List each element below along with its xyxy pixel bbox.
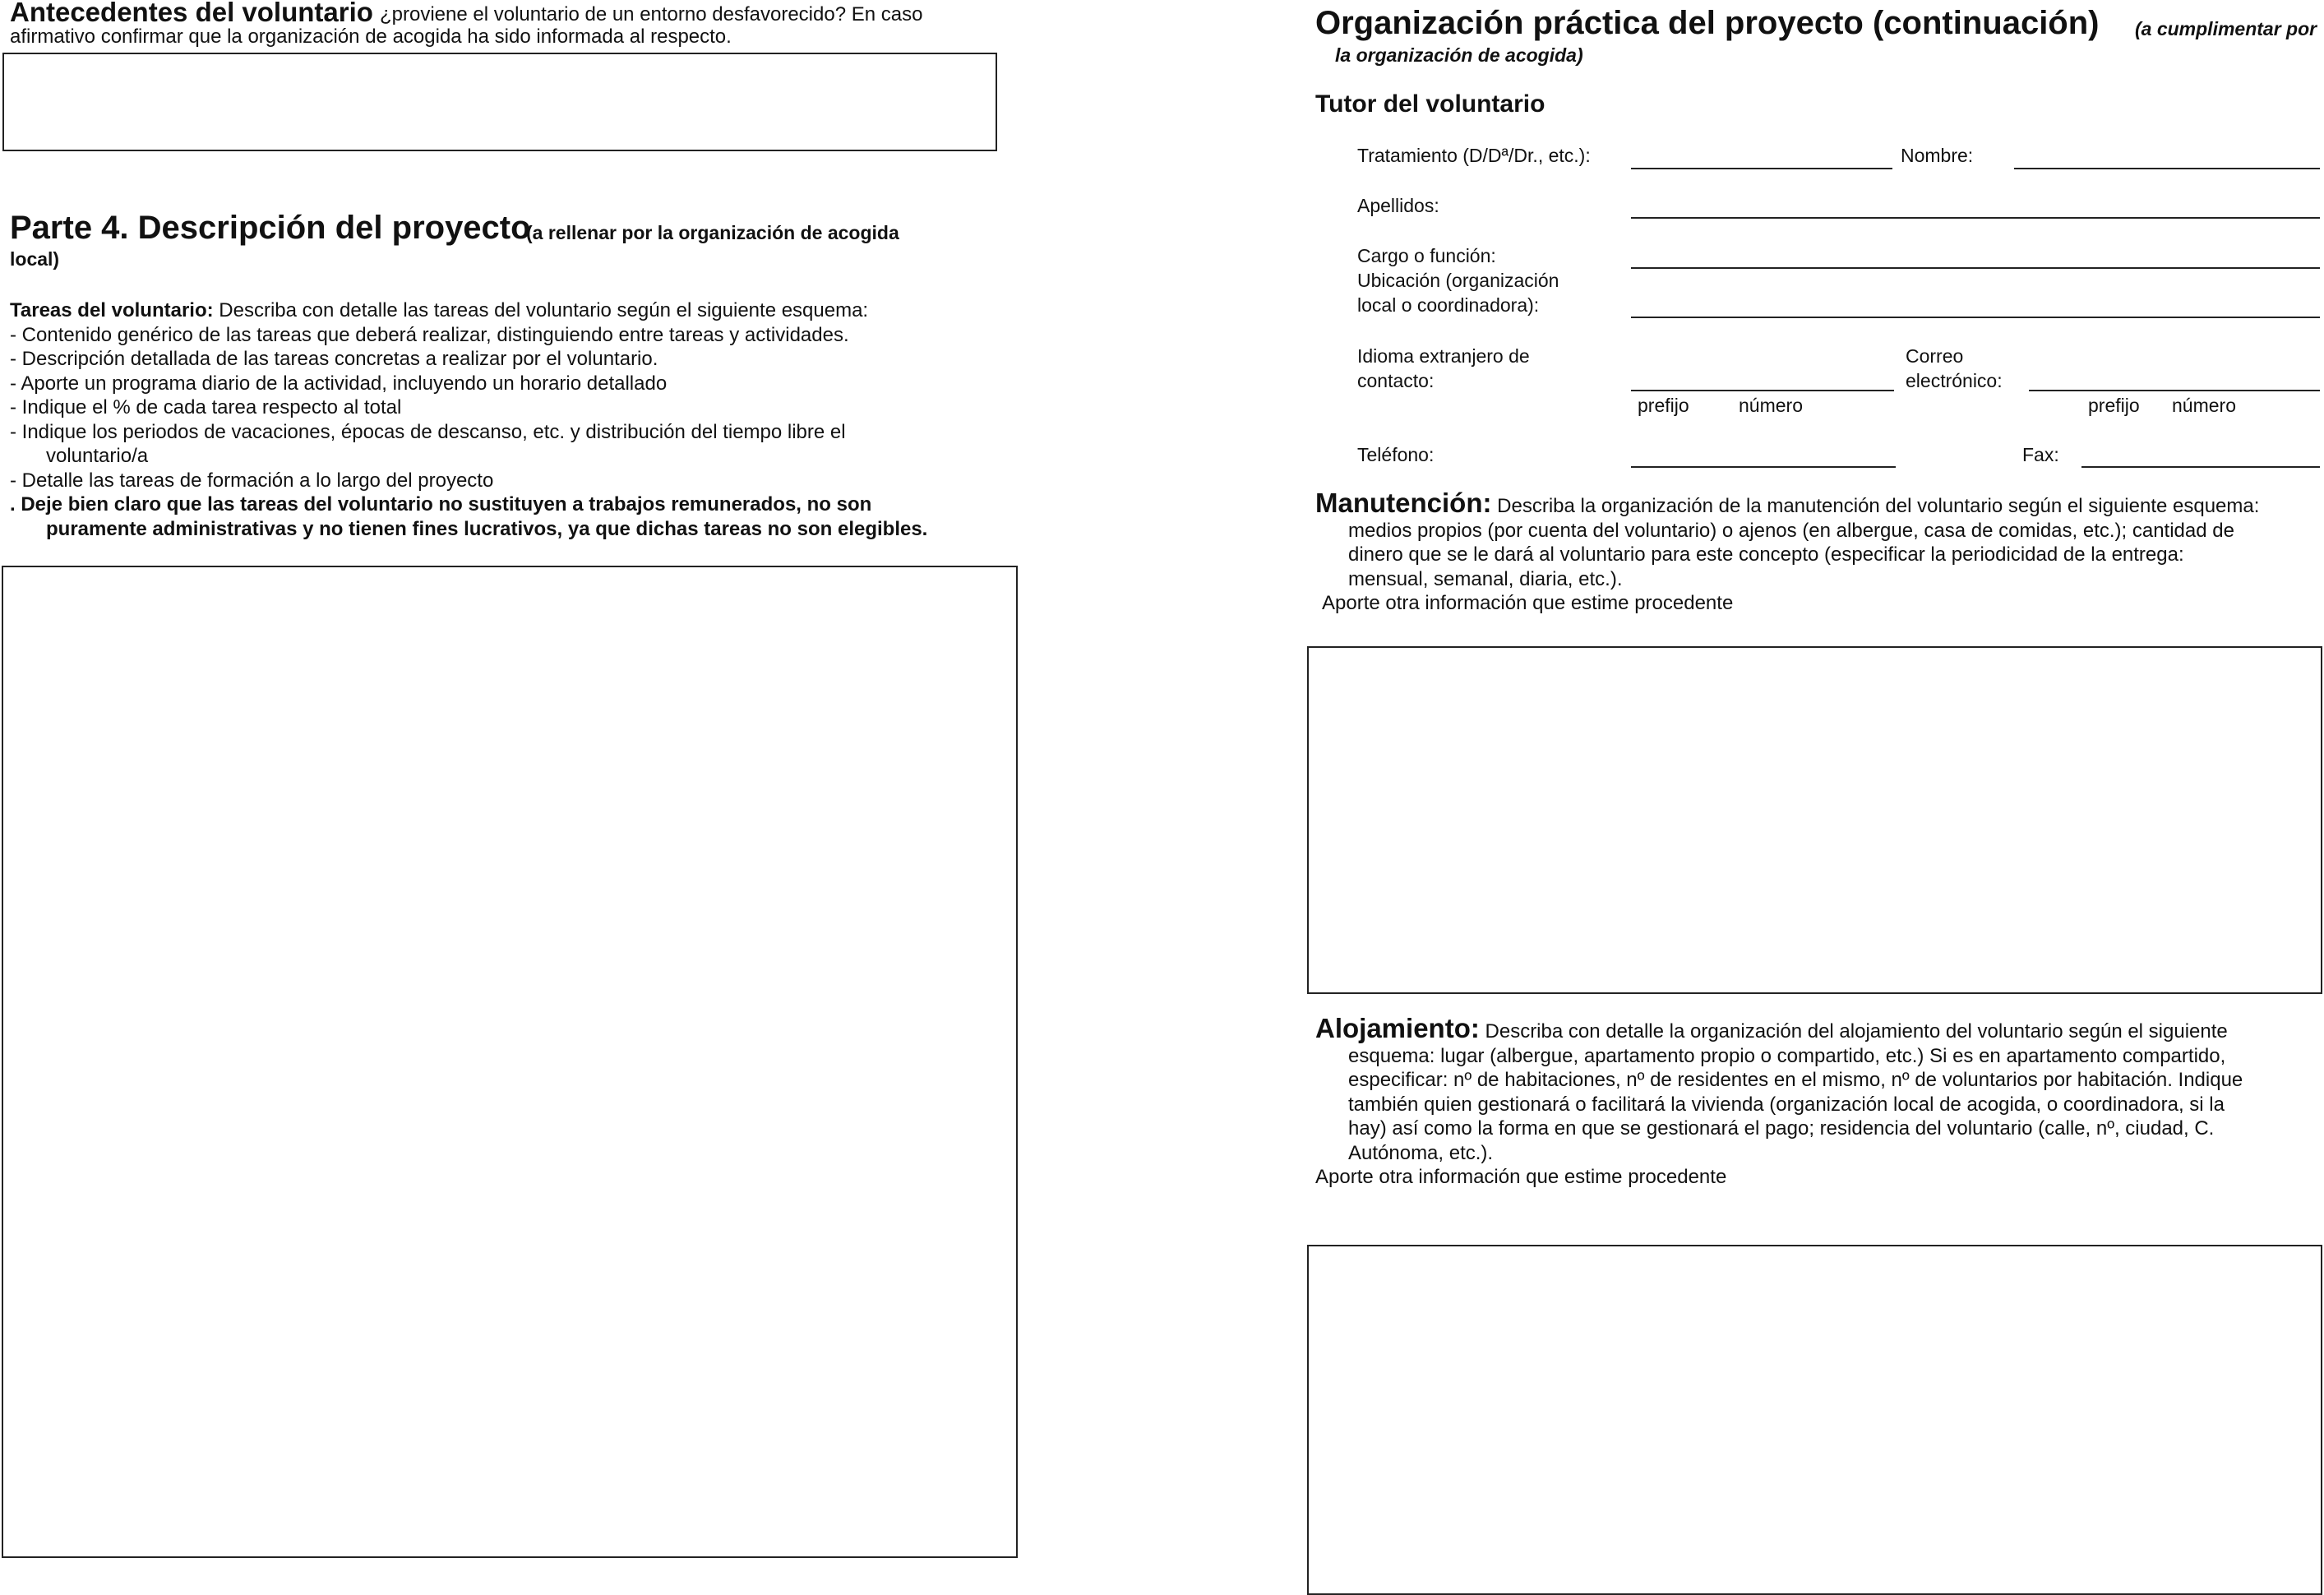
- idioma-label: Idioma extranjero de: [1357, 345, 1530, 367]
- manutencion-text: dinero que se le dará al voluntario para este concepto (especificar la periodicidad de la entrega:: [1348, 543, 2184, 566]
- manutencion-text: Aporte otra información que estime procedente: [1322, 592, 1734, 614]
- alojamiento-text: hay) así como la forma en que se gestionará el pago; residencia del voluntario (calle, nº, ciudad, C.: [1348, 1117, 2215, 1140]
- alojamiento-text: especificar: nº de habitaciones, nº de residentes en el mismo, nº de voluntarios por habitación. Indique: [1348, 1069, 2243, 1091]
- manutencion-title: Manutención:: [1315, 488, 1492, 518]
- alojamiento-text: también quien gestionará o facilitará la vivienda (organización local de acogida, o coordinadora, si la: [1348, 1093, 2225, 1116]
- antecedentes-title: Antecedentes del voluntario: [10, 0, 373, 27]
- telefono-field[interactable]: [1631, 466, 1896, 468]
- nombre-field[interactable]: [2014, 168, 2320, 169]
- cargo-field[interactable]: [1631, 267, 2320, 269]
- tareas-item: - Indique los periodos de vacaciones, épocas de descanso, etc. y distribución del tiempo libre el: [10, 420, 846, 443]
- correo-label-cont: electrónico:: [1906, 370, 2003, 391]
- idioma-numero-label: número: [1739, 395, 1803, 416]
- manutencion-text: Describa la organización de la manutención del voluntario según el siguiente esquema:: [1491, 495, 2260, 517]
- correo-label: Correo: [1906, 345, 1964, 367]
- fax-field[interactable]: [2081, 466, 2320, 468]
- alojamiento-text: Describa con detalle la organización del alojamiento del voluntario según el siguiente: [1479, 1020, 2228, 1043]
- org-subtitle-cont: la organización de acogida): [1335, 44, 1583, 66]
- tratamiento-field[interactable]: [1631, 168, 1892, 169]
- tareas-item: - Aporte un programa diario de la actividad, incluyendo un horario detallado: [10, 372, 668, 395]
- tratamiento-label: Tratamiento (D/Dª/Dr., etc.):: [1357, 145, 1591, 166]
- parte4-subtitle: (a rellenar por la organización de acogida: [526, 222, 899, 243]
- antecedentes-question-cont: afirmativo confirmar que la organización de acogida ha sido informada al respecto.: [10, 25, 732, 48]
- alojamiento-text: esquema: lugar (albergue, apartamento propio o compartido, etc.) Si es en apartamento compartido,: [1348, 1044, 2226, 1067]
- tareas-item: - Descripción detallada de las tareas concretas a realizar por el voluntario.: [10, 348, 658, 370]
- ubicacion-label-cont: local o coordinadora):: [1357, 294, 1540, 316]
- correo-prefijo-label: prefijo: [2088, 395, 2140, 416]
- alojamiento-answer-box[interactable]: [1307, 1245, 2322, 1595]
- tutor-title: Tutor del voluntario: [1315, 90, 1545, 118]
- manutencion-text: medios propios (por cuenta del voluntario) o ajenos (en albergue, casa de comidas, etc.); cantidad de: [1348, 519, 2234, 542]
- tareas-item: - Contenido genérico de las tareas que deberá realizar, distinguiendo entre tareas y actividades.: [10, 323, 849, 346]
- tareas-item: voluntario/a: [46, 445, 149, 467]
- tareas-warning: . Deje bien claro que las tareas del voluntario no sustituyen a trabajos remunerados, no son: [10, 493, 872, 515]
- manutencion-answer-box[interactable]: [1307, 646, 2322, 994]
- parte4-subtitle-cont: local): [10, 248, 60, 270]
- correo-field[interactable]: [2029, 390, 2320, 391]
- telefono-label: Teléfono:: [1357, 444, 1435, 465]
- antecedentes-answer-box[interactable]: [2, 53, 997, 151]
- org-title: Organización práctica del proyecto (continuación): [1315, 5, 2100, 41]
- fax-label: Fax:: [2022, 444, 2059, 465]
- nombre-label: Nombre:: [1901, 145, 1974, 166]
- alojamiento-title: Alojamiento:: [1315, 1013, 1480, 1043]
- alojamiento-section: [1315, 1013, 2243, 1190]
- antecedentes-question: ¿proviene el voluntario de un entorno desfavorecido? En caso: [380, 3, 923, 25]
- ubicacion-label: Ubicación (organización: [1357, 270, 1559, 291]
- idioma-label-cont: contacto:: [1357, 370, 1435, 391]
- apellidos-field[interactable]: [1631, 217, 2320, 219]
- alojamiento-text: Aporte otra información que estime procedente: [1315, 1166, 1727, 1188]
- correo-numero-label: número: [2172, 395, 2236, 416]
- ubicacion-field[interactable]: [1631, 317, 2320, 318]
- tareas-heading: Tareas del voluntario:: [10, 299, 214, 321]
- tareas-answer-box[interactable]: [2, 566, 1018, 1558]
- tareas-instructions: [10, 298, 927, 541]
- tareas-warning-cont: puramente administrativas y no tienen fines lucrativos, ya que dichas tareas no son elegibles.: [46, 517, 928, 540]
- parte4-title: Parte 4. Descripción del proyecto: [10, 210, 531, 246]
- org-subtitle: (a cumplimentar por: [2135, 18, 2317, 39]
- manutencion-section: [1315, 488, 2260, 616]
- tareas-item: - Detalle las tareas de formación a lo largo del proyecto: [10, 469, 494, 492]
- cargo-label: Cargo o función:: [1357, 245, 1496, 266]
- tareas-intro: Describa con detalle las tareas del voluntario según el siguiente esquema:: [213, 299, 869, 321]
- manutencion-text: mensual, semanal, diaria, etc.).: [1348, 567, 1623, 590]
- idioma-prefijo-label: prefijo: [1638, 395, 1689, 416]
- apellidos-label: Apellidos:: [1357, 195, 1439, 216]
- alojamiento-text: Autónoma, etc.).: [1348, 1141, 1494, 1164]
- idioma-field[interactable]: [1631, 390, 1894, 391]
- tareas-item: - Indique el % de cada tarea respecto al total: [10, 396, 402, 418]
